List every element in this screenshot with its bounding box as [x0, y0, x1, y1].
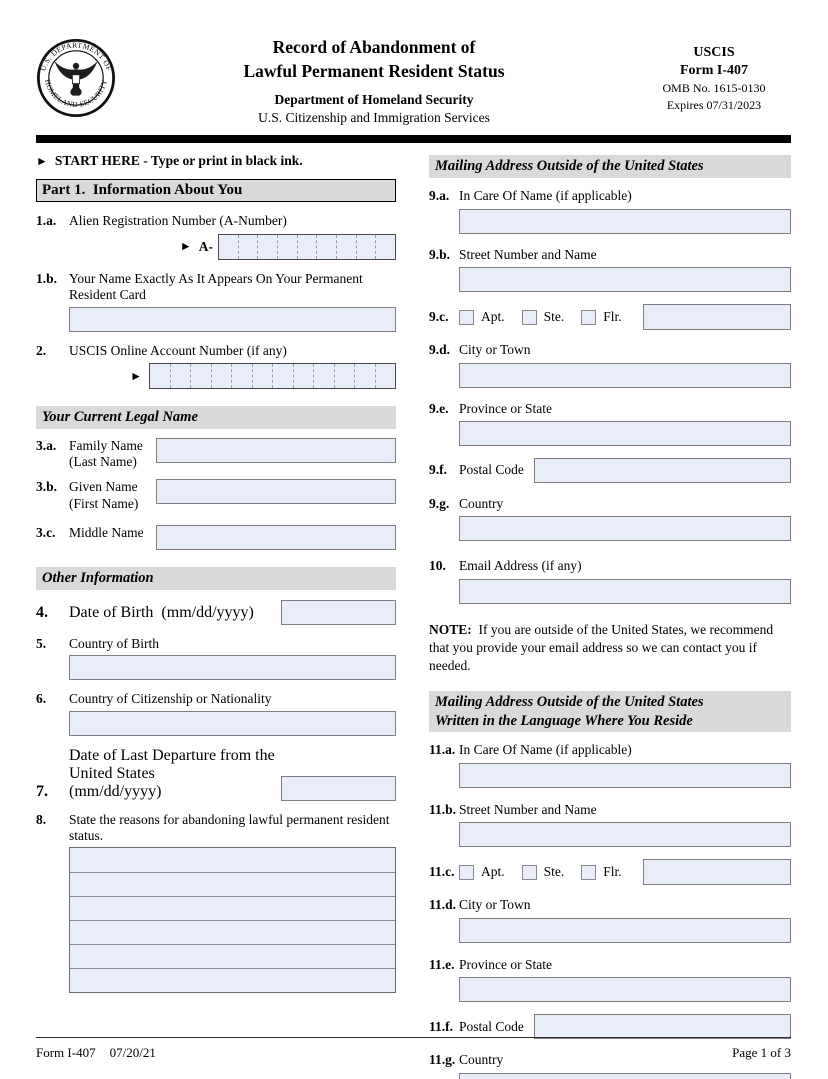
native-unit-number-input[interactable]	[643, 859, 791, 885]
field-11c	[429, 859, 791, 885]
field-number-3a: 3.a.	[36, 437, 57, 453]
field-number-11g: 11.g.	[429, 1052, 456, 1068]
field-number-5: 5.	[36, 635, 47, 651]
field-number-2: 2.	[36, 342, 47, 358]
field-5	[36, 636, 396, 680]
field-label-1b: Your Name Exactly As It Appears On Your Permanent Resident Card	[69, 270, 363, 303]
note-label: NOTE:	[429, 621, 472, 637]
field-label-9b: Street Number and Name	[459, 246, 597, 262]
field-number-11f: 11.f.	[429, 1018, 454, 1034]
field-number-6: 6.	[36, 691, 47, 707]
right-column	[429, 143, 791, 1079]
field-11f	[429, 1014, 791, 1039]
field-number-3c: 3.c.	[36, 524, 56, 540]
form-number: Form I-407	[679, 63, 749, 79]
field-label-9a: In Care Of Name (if applicable)	[459, 188, 632, 204]
field-10	[429, 558, 791, 603]
field-number-9b: 9.b.	[429, 246, 451, 262]
ste-checkbox-label: Ste.	[543, 309, 565, 325]
field-2	[36, 343, 396, 389]
field-label-9g: Country	[459, 495, 504, 511]
ste-checkbox[interactable]	[522, 310, 537, 325]
arrow-icon: ►	[130, 368, 142, 383]
field-11d	[429, 897, 791, 942]
field-label-2: USCIS Online Account Number (if any)	[69, 342, 287, 358]
field-number-7: 7.	[36, 782, 48, 800]
footer-edition-date: 07/20/21	[109, 1045, 156, 1060]
native-postal-code-input[interactable]	[534, 1014, 791, 1039]
uscis-label: USCIS	[693, 45, 735, 60]
field-label-4: Date of Birth (mm/dd/yyyy)	[69, 603, 254, 621]
field-9d	[429, 342, 791, 387]
email-address-input[interactable]	[459, 579, 791, 604]
field-label-10: Email Address (if any)	[459, 558, 582, 574]
field-label-11g: Country	[459, 1052, 504, 1068]
note-text: If you are outside of the United States, we recommend that you provide your email address so we can contact you if needed.	[429, 621, 774, 673]
in-care-of-name-input[interactable]	[459, 209, 791, 234]
native-flr-checkbox[interactable]	[581, 865, 596, 880]
field-7	[36, 747, 396, 801]
unit-number-input[interactable]	[643, 304, 791, 330]
given-name-input[interactable]	[156, 479, 396, 504]
field-number-9e: 9.e.	[429, 400, 449, 416]
field-9g	[429, 496, 791, 541]
field-number-9a: 9.a.	[429, 188, 450, 204]
omb-number: OMB No. 1615-0130	[662, 81, 766, 96]
field-number-11a: 11.a.	[429, 742, 456, 758]
eagle-icon	[54, 61, 97, 95]
part1-header: Part 1. Information About You	[36, 179, 396, 202]
field-number-10: 10.	[429, 558, 446, 574]
field-number-11c: 11.c.	[429, 864, 455, 880]
field-number-9c: 9.c.	[429, 309, 449, 325]
a-number-prefix: A-	[198, 238, 213, 254]
field-9f	[429, 458, 791, 483]
country-of-birth-input[interactable]	[69, 655, 396, 680]
field-9b	[429, 247, 791, 292]
field-8	[36, 812, 396, 994]
seal-bottom-text: HOMELAND SECURITY	[43, 78, 109, 110]
field-label-9d: City or Town	[459, 342, 531, 358]
native-province-or-state-input[interactable]	[459, 977, 791, 1002]
field-3a	[36, 438, 396, 470]
field-label-11b: Street Number and Name	[459, 801, 597, 817]
street-number-name-input[interactable]	[459, 267, 791, 292]
native-flr-checkbox-label: Flr.	[603, 864, 622, 880]
field-number-4: 4.	[36, 603, 48, 621]
a-number-input[interactable]	[218, 234, 396, 260]
field-number-3b: 3.b.	[36, 479, 58, 495]
native-street-number-name-input[interactable]	[459, 822, 791, 847]
form-title-line2: Lawful Permanent Resident Status	[243, 60, 505, 81]
name-on-card-input[interactable]	[69, 307, 396, 332]
footer-form-number: Form I-407	[36, 1045, 96, 1060]
country-of-citizenship-input[interactable]	[69, 711, 396, 736]
field-number-1a: 1.a.	[36, 213, 57, 229]
expiration-date: Expires 07/31/2023	[666, 97, 762, 112]
field-label-7: Date of Last Departure from the United States (mm/dd/yyyy)	[69, 746, 275, 800]
field-4	[36, 604, 396, 625]
field-label-11f: Postal Code	[459, 1018, 524, 1034]
mailing-address-section-header: Mailing Address Outside of the United States	[429, 155, 791, 178]
field-label-11a: In Care Of Name (if applicable)	[459, 742, 632, 758]
field-3b	[36, 479, 396, 511]
province-or-state-input[interactable]	[459, 421, 791, 446]
field-9c	[429, 304, 791, 330]
agency-name: U.S. Citizenship and Immigration Services	[258, 110, 490, 126]
footer-form-edition	[36, 1045, 170, 1061]
flr-checkbox-label: Flr.	[603, 309, 622, 325]
field-11b	[429, 802, 791, 847]
start-here-instruction	[36, 153, 396, 169]
field-1b	[36, 271, 396, 332]
city-or-town-input[interactable]	[459, 363, 791, 388]
field-number-11b: 11.b.	[429, 801, 457, 817]
arrow-icon: ►	[36, 154, 48, 169]
native-ste-checkbox-label: Ste.	[543, 864, 565, 880]
department-name: Department of Homeland Security	[274, 92, 474, 108]
country-input[interactable]	[459, 516, 791, 541]
header-divider-bar	[36, 135, 791, 143]
email-note	[429, 621, 791, 675]
field-3c	[36, 525, 396, 550]
native-apt-checkbox[interactable]	[459, 865, 474, 880]
field-label-11d: City or Town	[459, 897, 531, 913]
native-apt-checkbox-label: Apt.	[481, 864, 505, 880]
form-title-line1: Record of Abandonment of	[272, 37, 476, 57]
field-label-11e: Province or State	[459, 956, 552, 972]
middle-name-input[interactable]	[156, 525, 396, 550]
field-label-3a: Family Name (Last Name)	[69, 437, 143, 470]
field-label-1a: Alien Registration Number (A-Number)	[69, 213, 287, 229]
form-id-block	[630, 30, 798, 113]
field-label-3b: Given Name (First Name)	[69, 479, 139, 511]
field-number-11e: 11.e.	[429, 956, 455, 972]
footer-page-number: Page 1 of 3	[732, 1045, 791, 1060]
apt-checkbox-label: Apt.	[481, 309, 505, 325]
field-label-3c: Middle Name	[69, 524, 144, 540]
apt-checkbox[interactable]	[459, 310, 474, 325]
form-body	[0, 143, 828, 1079]
field-1a	[36, 213, 396, 259]
field-number-9g: 9.g.	[429, 495, 450, 511]
seal-top-text: U.S. DEPARTMENT OF	[38, 40, 114, 73]
legal-name-section-header: Your Current Legal Name	[36, 406, 396, 429]
start-here-text: START HERE - Type or print in black ink.	[54, 153, 303, 169]
date-of-departure-input[interactable]	[281, 776, 396, 801]
field-label-9e: Province or State	[459, 400, 552, 416]
page-footer	[0, 1037, 828, 1079]
native-ste-checkbox[interactable]	[522, 865, 537, 880]
field-6	[36, 691, 396, 735]
field-number-8: 8.	[36, 811, 47, 827]
field-number-1b: 1.b.	[36, 270, 58, 286]
field-label-8: State the reasons for abandoning lawful permanent resident status.	[69, 811, 390, 843]
date-of-birth-input[interactable]	[281, 600, 396, 625]
field-label-6: Country of Citizenship or Nationality	[69, 691, 272, 707]
field-9e	[429, 401, 791, 446]
field-number-9d: 9.d.	[429, 342, 451, 358]
left-column	[36, 143, 396, 1079]
field-label-5: Country of Birth	[69, 635, 159, 651]
dhs-seal	[34, 38, 118, 118]
other-info-section-header: Other Information	[36, 567, 396, 590]
field-9a	[429, 188, 791, 233]
form-title-block	[118, 30, 630, 126]
field-label-9f: Postal Code	[459, 462, 524, 478]
field-number-9f: 9.f.	[429, 462, 447, 478]
mailing-address-native-section-header: Mailing Address Outside of the United States Written in the Language Where You Reside	[429, 691, 791, 733]
field-11e	[429, 957, 791, 1002]
postal-code-input[interactable]	[534, 458, 791, 483]
field-number-11d: 11.d.	[429, 897, 457, 913]
native-in-care-of-name-input[interactable]	[459, 763, 791, 788]
flr-checkbox[interactable]	[581, 310, 596, 325]
arrow-icon: ►	[179, 239, 192, 254]
abandonment-reasons-input[interactable]	[69, 847, 396, 993]
native-city-or-town-input[interactable]	[459, 918, 791, 943]
family-name-input[interactable]	[156, 438, 396, 463]
form-header	[0, 0, 828, 126]
uscis-account-number-input[interactable]	[149, 363, 396, 389]
field-11a	[429, 742, 791, 787]
